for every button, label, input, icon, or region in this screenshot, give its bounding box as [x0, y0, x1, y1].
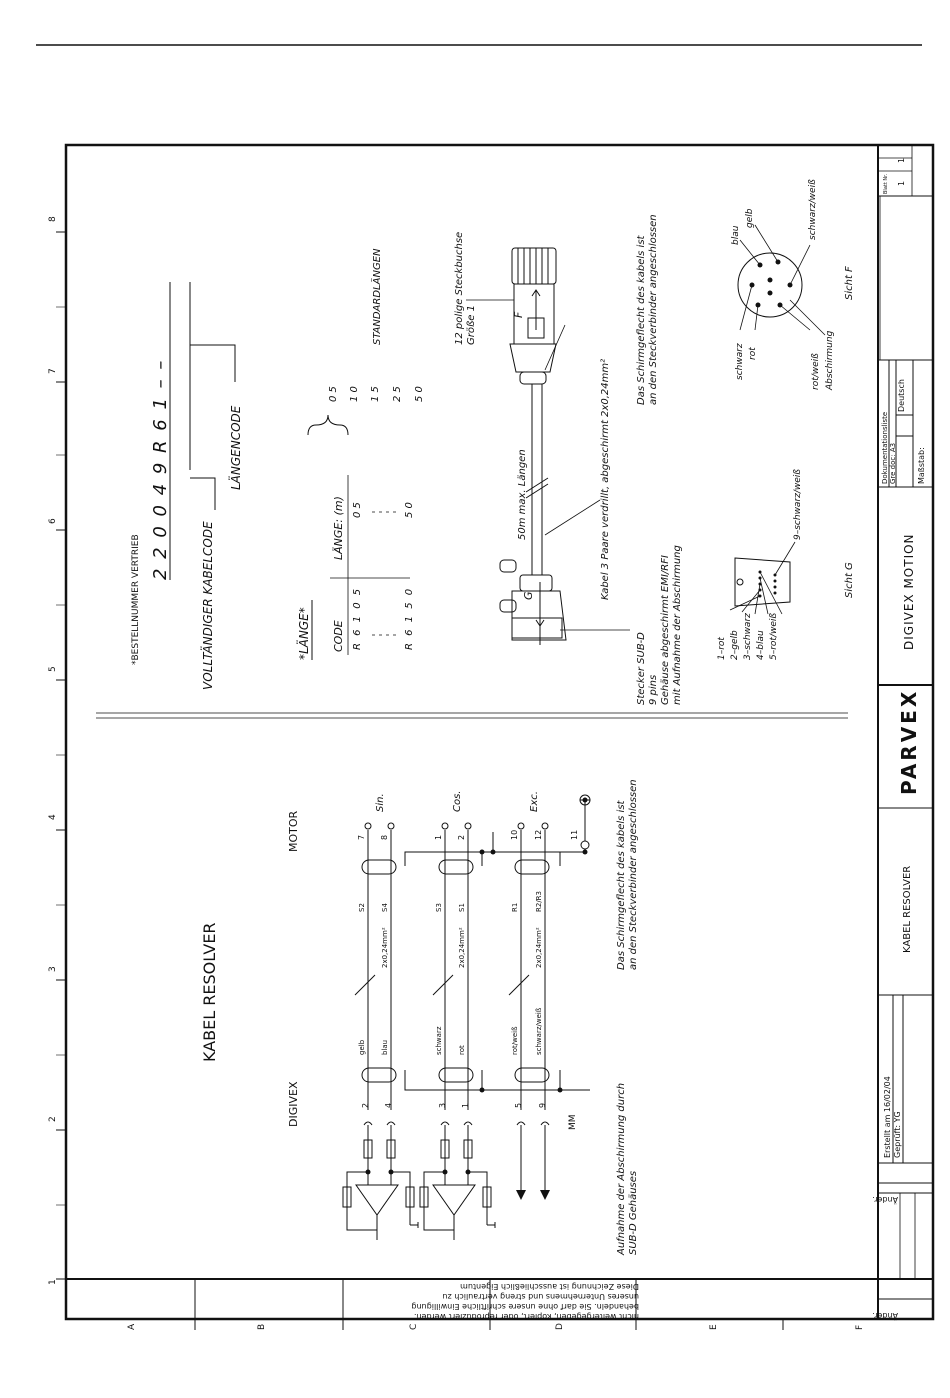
- motor-pin: 2: [457, 834, 466, 840]
- created-date: Erstellt am 16/02/04: [883, 1076, 892, 1158]
- signal-label: Sin.: [375, 793, 386, 812]
- std-length: 0 5: [328, 386, 339, 402]
- col-label-c: C: [409, 1323, 419, 1330]
- motor-term: R1: [511, 902, 519, 912]
- signal-labels: [375, 791, 540, 813]
- amplifier-sin: [343, 1125, 418, 1240]
- amplifier-dots: [366, 1170, 471, 1175]
- disclaimer-line-1: Diese Zeichnung ist ausschließlich Eigentum: [460, 1282, 639, 1291]
- col-label-b: B: [257, 1323, 267, 1330]
- f-pin-abschirmung: Abschirmung: [825, 330, 835, 390]
- sub-d-pin-label: 4–blau: [756, 630, 766, 660]
- max-length-label: 50m max. Längen: [517, 449, 528, 540]
- pin-label: 3: [438, 1102, 447, 1108]
- sheets-total: 1: [897, 157, 906, 163]
- cable-break: [526, 484, 548, 498]
- disclaimer-line-3: behandeln. Sie darf ohne unsere schriftliche Einwilligung: [411, 1302, 639, 1311]
- sicht-f-label: Sicht F: [844, 266, 855, 300]
- cable-spec: 2x0,24mm²: [535, 927, 543, 968]
- motor-terminals: [365, 823, 548, 829]
- f-pin-gelb: gelb: [745, 208, 755, 228]
- table-row-code: R 6 1 5 0: [404, 586, 415, 650]
- change-label-2: Änder.: [872, 1195, 898, 1204]
- amplifier-cos: [420, 1125, 495, 1240]
- shield-note-1: Aufnahme der Abschirmung durch: [616, 1082, 627, 1255]
- table-row-length: 0 5: [352, 502, 363, 518]
- col-label-f: F: [855, 1324, 865, 1330]
- wire-color-labels: [358, 1007, 543, 1055]
- pin-label: 5: [514, 1102, 523, 1108]
- digivex-label: DIGIVEX: [287, 1081, 300, 1127]
- col-label-a: A: [127, 1323, 137, 1330]
- g-arrow-icon: [536, 582, 544, 626]
- row-label-2: 2: [48, 1116, 58, 1122]
- std-length: 1 0: [349, 386, 360, 402]
- title-block-text: [872, 158, 926, 1321]
- mm-label: MM: [568, 1114, 578, 1130]
- scale-label: Maßstab:: [917, 447, 926, 484]
- schematic-title: KABEL RESOLVER: [200, 922, 219, 1062]
- disclaimer-line-2: unseres Unternehmens und streng vertraulich zu: [442, 1292, 639, 1301]
- col-length: LÄNGE: (m): [332, 496, 345, 560]
- connector-spec-line: Gehäuse abgeschirmt EMI/RFI: [660, 555, 671, 705]
- socket-label-2: Größe 1: [466, 305, 477, 345]
- table-row-code: R 6 1 0 5: [352, 586, 363, 650]
- wire-color: schwarz/weiß: [535, 1007, 543, 1055]
- resolver-schematic: [200, 779, 639, 1256]
- cable-spec: 2x0,24mm²: [381, 927, 389, 968]
- sub-d-screw: [737, 579, 743, 585]
- sub-d-pin-label: 1–rot: [717, 637, 727, 660]
- product-name: DIGIVEX MOTION: [902, 533, 916, 650]
- sheet-number: 1: [897, 180, 906, 186]
- std-length: 1 5: [370, 386, 381, 402]
- motor-term: S1: [458, 903, 466, 912]
- wire-color: rot: [458, 1045, 466, 1055]
- row-label-3: 3: [48, 966, 58, 972]
- change-label-1: Änder.: [872, 1311, 898, 1320]
- f-pin-schwarz: schwarz: [735, 343, 745, 380]
- f-pin-blau: blau: [731, 225, 741, 245]
- row-label-5: 5: [48, 666, 58, 672]
- connector-spec: [636, 545, 683, 705]
- sub-d-pin-label: 3–schwarz: [743, 613, 753, 660]
- connector-spec-line: mit Aufnahme der Abschirmung: [672, 545, 683, 705]
- g-letter: G: [522, 591, 535, 600]
- doc-size: Gre doc: A3: [889, 442, 897, 484]
- motor-term: S3: [435, 903, 443, 912]
- chassis-ground-icon: [581, 841, 589, 849]
- disclaimer-line-4: nicht weitergegeben, kopiert, oder reproduziert werden.: [413, 1312, 639, 1321]
- company-logo: PARVEX: [897, 688, 921, 795]
- table-row-length: 5 0: [404, 502, 415, 518]
- f-letter: F: [512, 311, 525, 318]
- f-pin-rot-weiss: rot/weiß: [811, 353, 821, 390]
- col-label-d: D: [555, 1323, 565, 1330]
- checked-by: Geprüft: YG: [893, 1111, 902, 1158]
- g-connector: [500, 560, 566, 645]
- f-pin-rot: rot: [748, 347, 758, 360]
- doc-list-label: Dokumentationsliste: [881, 411, 889, 484]
- std-lengths: [328, 386, 425, 402]
- f-arrow-icon: [532, 290, 540, 330]
- row-label-6: 6: [48, 518, 58, 524]
- disclaimer: [411, 1282, 639, 1321]
- leader-line: [545, 500, 600, 535]
- cable-break: [526, 478, 548, 492]
- motor-term: R2/R3: [535, 891, 543, 912]
- socket-label-1: 12 polige Steckbuchse: [454, 231, 465, 345]
- wire-color: schwarz: [435, 1026, 443, 1055]
- f-leaders: [740, 225, 825, 335]
- f-screen-note-1: Das Schirmgeflecht des kabels ist: [636, 235, 647, 405]
- motor-pin: 1: [434, 834, 443, 840]
- col-labels: [127, 1323, 865, 1330]
- table-dashes: [372, 512, 400, 635]
- excitation-arrow-icons: [516, 1190, 550, 1200]
- cable-drawing: [454, 214, 683, 705]
- f-pin-dots: [750, 260, 793, 308]
- col-code: CODE: [332, 620, 345, 652]
- pin-label: 2: [361, 1102, 370, 1108]
- full-code-label: VOLLTÄNDIGER KABELCODE: [201, 521, 215, 690]
- connector-spec-line: Stecker SUB-D: [636, 632, 647, 705]
- screen-note-1: Das Schirmgeflecht des kabels ist: [616, 800, 627, 970]
- f-screen-note-2: an den Steckverbinder angeschlossen: [648, 214, 659, 405]
- shielded-cable-label: Kabel 3 Paare verdrillt, abgeschirmt 2x0,24mm²: [600, 358, 611, 600]
- excitation-lines: [521, 1125, 545, 1190]
- sheet-header: Blatt Nr.: [883, 173, 889, 194]
- sub-d-pin9-label: 9–schwarz/weiß: [793, 469, 803, 540]
- outer-frame: [66, 145, 933, 1319]
- motor-pin: 10: [510, 829, 519, 840]
- std-length: 2 5: [392, 386, 403, 402]
- motor-term: S2: [358, 903, 366, 912]
- motor-pin: 7: [357, 834, 366, 840]
- motor-terminal-labels: [358, 891, 543, 912]
- signal-label: Cos.: [452, 790, 463, 812]
- drawing-title: KABEL RESOLVER: [902, 865, 913, 953]
- std-label: STANDARDLÄNGEN: [372, 248, 383, 345]
- wires: [355, 800, 590, 1110]
- length-code-label: LÄNGENCODE: [229, 405, 243, 490]
- row-label-1: 1: [48, 1279, 58, 1285]
- length-table-title: *LÄNGE*: [297, 607, 311, 660]
- motor-pin: 8: [380, 834, 389, 840]
- std-length: 5 0: [414, 386, 425, 402]
- row-labels: [48, 216, 58, 1285]
- junction-dots: [480, 798, 588, 1093]
- row-label-7: 7: [48, 368, 58, 374]
- cable-spec: 2x0,24mm²: [458, 927, 466, 968]
- pin-label: 9: [538, 1102, 547, 1108]
- pin-label: 4: [384, 1102, 393, 1108]
- sub-d-pin-label: 5–rot/weiß: [769, 612, 779, 660]
- g-pinout: [717, 469, 855, 660]
- sub-d-leaders: [730, 542, 795, 614]
- connector-spec-line: 9 pins: [648, 674, 659, 705]
- wire-color: rot/weiß: [511, 1026, 519, 1055]
- motor-label: MOTOR: [287, 810, 300, 852]
- order-code: 2 2 0 0 4 9 R 6 1 – –: [150, 358, 171, 580]
- motor-pin: 11: [570, 829, 579, 840]
- wire-color: gelb: [358, 1039, 366, 1055]
- row-label-8: 8: [48, 216, 58, 222]
- row-label-4: 4: [48, 814, 58, 820]
- digivex-contacts: [364, 1122, 549, 1125]
- sub-d-pin-label: 2–gelb: [730, 630, 740, 660]
- cable-spec-labels: [381, 927, 543, 968]
- language: Deutsch: [897, 379, 906, 412]
- order-number-label: *BESTELLNUMMER VERTRIEB: [131, 534, 141, 665]
- f-pinout: [731, 179, 855, 391]
- order-code-section: [131, 248, 425, 690]
- motor-term: S4: [381, 903, 389, 912]
- pin-label: 1: [461, 1102, 470, 1108]
- leader-line: [545, 325, 565, 370]
- motor-pin: 12: [534, 829, 543, 840]
- col-label-e: E: [709, 1324, 719, 1330]
- screen-note-2: an den Steckverbinder angeschlossen: [628, 779, 639, 970]
- wire-color: blau: [381, 1039, 389, 1055]
- shield-note-2: SUB-D Gehäuses: [628, 1170, 639, 1255]
- sicht-g-label: Sicht G: [844, 562, 855, 598]
- f-pin-schwarz-weiss: schwarz/weiß: [808, 179, 818, 240]
- signal-label: Exc.: [529, 791, 540, 812]
- brace-icon: [308, 415, 348, 435]
